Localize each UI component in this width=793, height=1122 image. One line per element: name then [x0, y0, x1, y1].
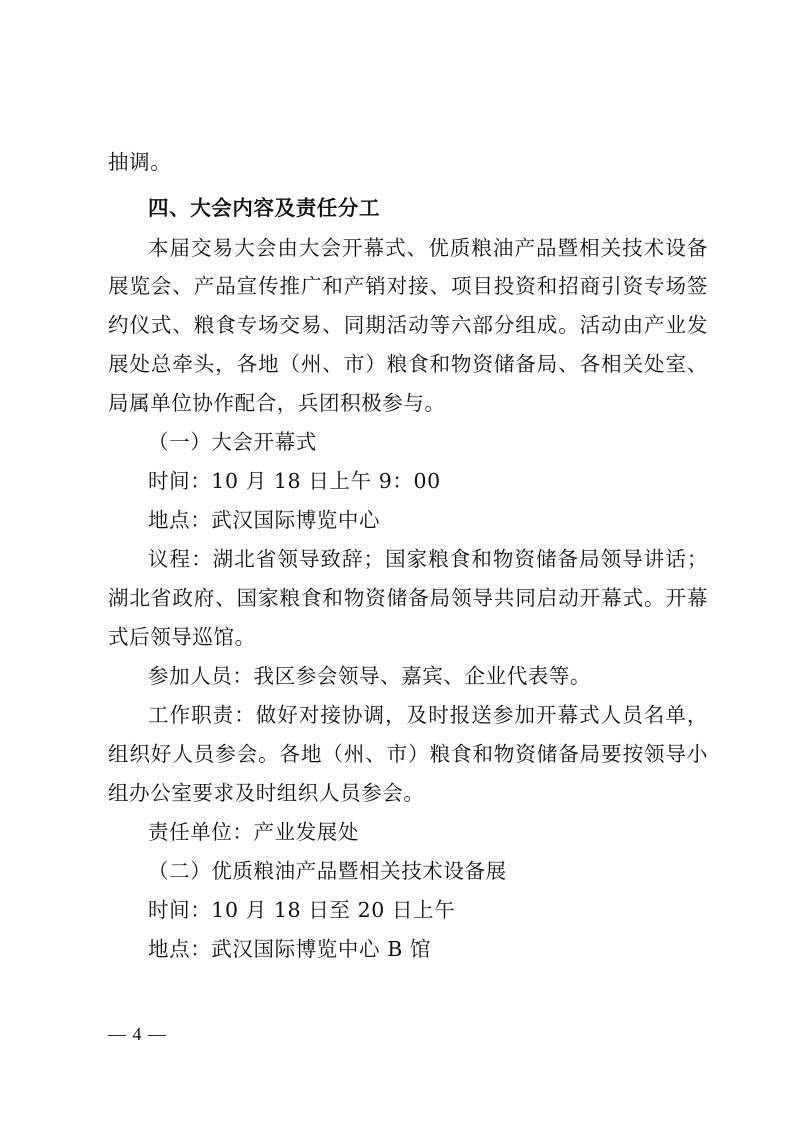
participants-line: 参加人员：我区参会领导、嘉宾、企业代表等。 [148, 664, 592, 688]
paragraph-line: 局属单位协作配合，兵团积极参与。 [108, 391, 446, 415]
time-line: 时间：10 月 18 日上午 9：00 [148, 469, 441, 493]
paragraph-line: 展处总牵头，各地（州、市）粮食和物资储备局、各相关处室、 [108, 352, 708, 376]
duty-line: 组办公室要求及时组织人员参会。 [108, 781, 425, 805]
agenda-line: 议程：湖北省领导致辞；国家粮食和物资储备局领导讲话； [148, 547, 708, 571]
location-line: 地点：武汉国际博览中心 B 馆 [148, 937, 432, 961]
subsection-heading: （二）优质粮油产品暨相关技术设备展 [148, 859, 507, 883]
paragraph-line: 本届交易大会由大会开幕式、优质粮油产品暨相关技术设备 [148, 236, 708, 260]
paragraph-line: 约仪式、粮食专场交易、同期活动等六部分组成。活动由产业发 [108, 313, 708, 337]
duty-line: 工作职责：做好对接协调，及时报送参加开幕式人员名单， [148, 703, 708, 727]
subsection-heading: （一）大会开幕式 [148, 430, 317, 454]
agenda-line: 式后领导巡馆。 [108, 625, 256, 649]
responsible-unit-line: 责任单位：产业发展处 [148, 820, 359, 844]
duty-line: 组织好人员参会。各地（州、市）粮食和物资储备局要按领导小 [108, 742, 708, 766]
section-heading: 四、大会内容及责任分工 [148, 196, 381, 220]
location-line: 地点：武汉国际博览中心 [148, 508, 381, 532]
time-line: 时间：10 月 18 日至 20 日上午 [148, 898, 456, 922]
paragraph-line: 展览会、产品宣传推广和产销对接、项目投资和招商引资专场签 [108, 274, 708, 298]
agenda-line: 湖北省政府、国家粮食和物资储备局领导共同启动开幕式。开幕 [108, 586, 708, 610]
page-number: — 4 — [108, 1024, 167, 1044]
text-line: 抽调。 [108, 150, 172, 174]
